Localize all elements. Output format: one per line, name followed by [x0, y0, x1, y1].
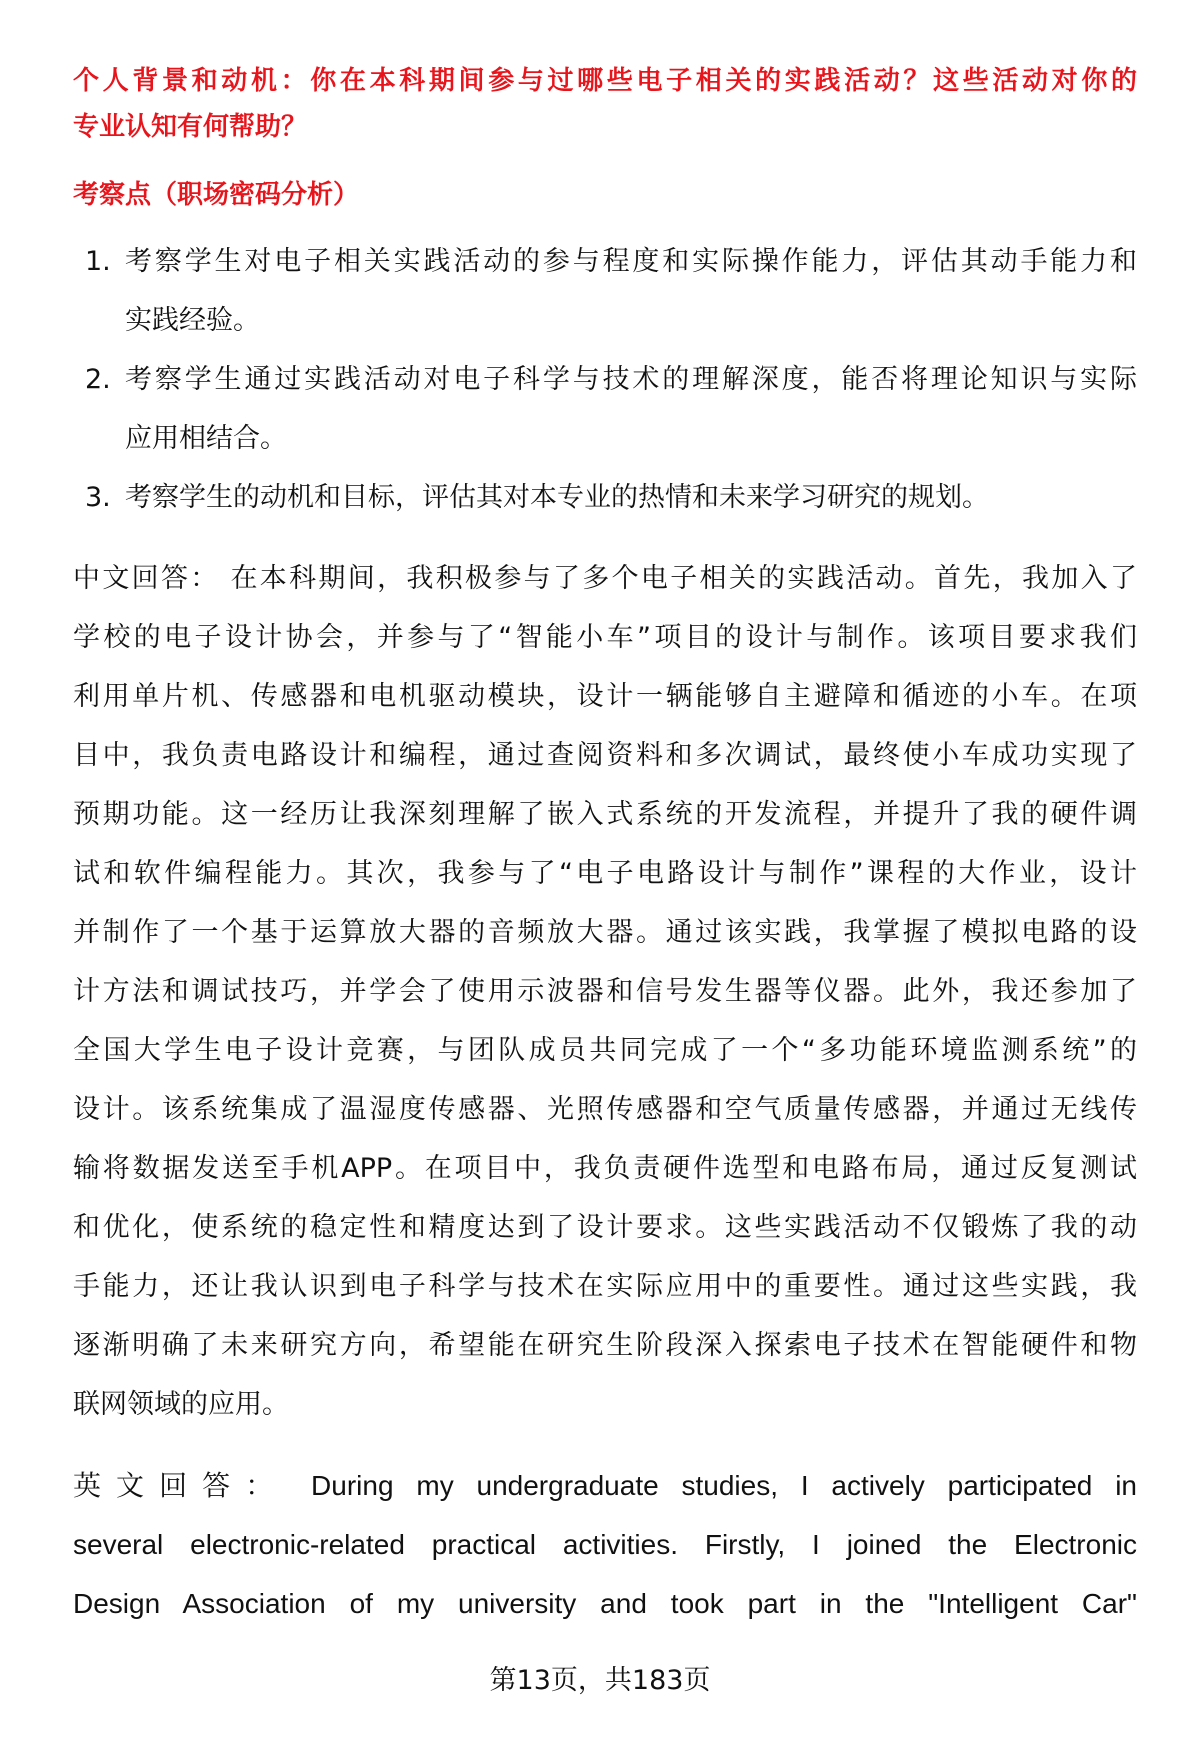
assessment-item [73, 468, 1137, 527]
text-line: 英文回答： During my undergraduate studies, I actively participated in [73, 1470, 1137, 1501]
assessment-item [73, 232, 1137, 350]
text-line: 和优化，使系统的稳定性和精度达到了设计要求。这些实践活动不仅锻炼了我的动 [73, 1212, 1137, 1243]
item-number: 2. [85, 364, 111, 395]
text-line: 利用单片机、传感器和电机驱动模块，设计一辆能够自主避障和循迹的小车。在项 [73, 681, 1137, 712]
text-line: Design Association of my university and took part in the "Intelligent Car" [73, 1588, 1137, 1619]
question-line: 专业认知有何帮助？ [73, 112, 308, 142]
text-line: several electronic-related practical activities. Firstly, I joined the Electronic [73, 1529, 1137, 1560]
text-line: 全国大学生电子设计竞赛，与团队成员共同完成了一个“多功能环境监测系统”的 [73, 1035, 1137, 1066]
text-line: 预期功能。这一经历让我深刻理解了嵌入式系统的开发流程，并提升了我的硬件调 [73, 799, 1137, 830]
item-number: 1. [85, 246, 111, 277]
assessment-heading: 考察点（职场密码分析） [73, 180, 360, 210]
text-line: 试和软件编程能力。其次，我参与了“电子电路设计与制作”课程的大作业，设计 [73, 858, 1137, 889]
text-line: 目中，我负责电路设计和编程，通过查阅资料和多次调试，最终使小车成功实现了 [73, 740, 1137, 771]
document-page [73, 58, 1137, 1633]
item-number: 3. [85, 482, 111, 513]
text-line: 设计。该系统集成了温湿度传感器、光照传感器和空气质量传感器，并通过无线传 [73, 1094, 1137, 1125]
item-text-line: 考察学生通过实践活动对电子科学与技术的理解深度，能否将理论知识与实际 [125, 364, 1137, 395]
page-number: 第13页，共183页 [489, 1665, 711, 1696]
item-text-line: 应用相结合。 [125, 423, 287, 454]
chinese-answer [73, 549, 1137, 1434]
text-line: 计方法和调试技巧，并学会了使用示波器和信号发生器等仪器。此外，我还参加了 [73, 976, 1137, 1007]
text-line: 学校的电子设计协会，并参与了“智能小车”项目的设计与制作。该项目要求我们 [73, 622, 1137, 653]
question-heading [73, 58, 1137, 150]
question-line: 个人背景和动机：你在本科期间参与过哪些电子相关的实践活动？这些活动对你的 [73, 66, 1137, 96]
assessment-list [73, 232, 1137, 527]
item-text-line: 考察学生对电子相关实践活动的参与程度和实际操作能力，评估其动手能力和 [125, 246, 1137, 277]
text-line: 并制作了一个基于运算放大器的音频放大器。通过该实践，我掌握了模拟电路的设 [73, 917, 1137, 948]
item-text-line: 实践经验。 [125, 305, 260, 336]
text-line: 手能力，还让我认识到电子科学与技术在实际应用中的重要性。通过这些实践，我 [73, 1271, 1137, 1302]
english-answer [73, 1456, 1137, 1633]
text-line: 中文回答： 在本科期间，我积极参与了多个电子相关的实践活动。首先，我加入了 [73, 563, 1137, 594]
item-text-line: 考察学生的动机和目标，评估其对本专业的热情和未来学习研究的规划。 [125, 482, 989, 513]
text-line: 输将数据发送至手机APP。在项目中，我负责硬件选型和电路布局，通过反复测试 [73, 1153, 1137, 1184]
text-line: 联网领域的应用。 [73, 1389, 289, 1420]
text-line: 逐渐明确了未来研究方向，希望能在研究生阶段深入探索电子技术在智能硬件和物 [73, 1330, 1137, 1361]
assessment-item [73, 350, 1137, 468]
